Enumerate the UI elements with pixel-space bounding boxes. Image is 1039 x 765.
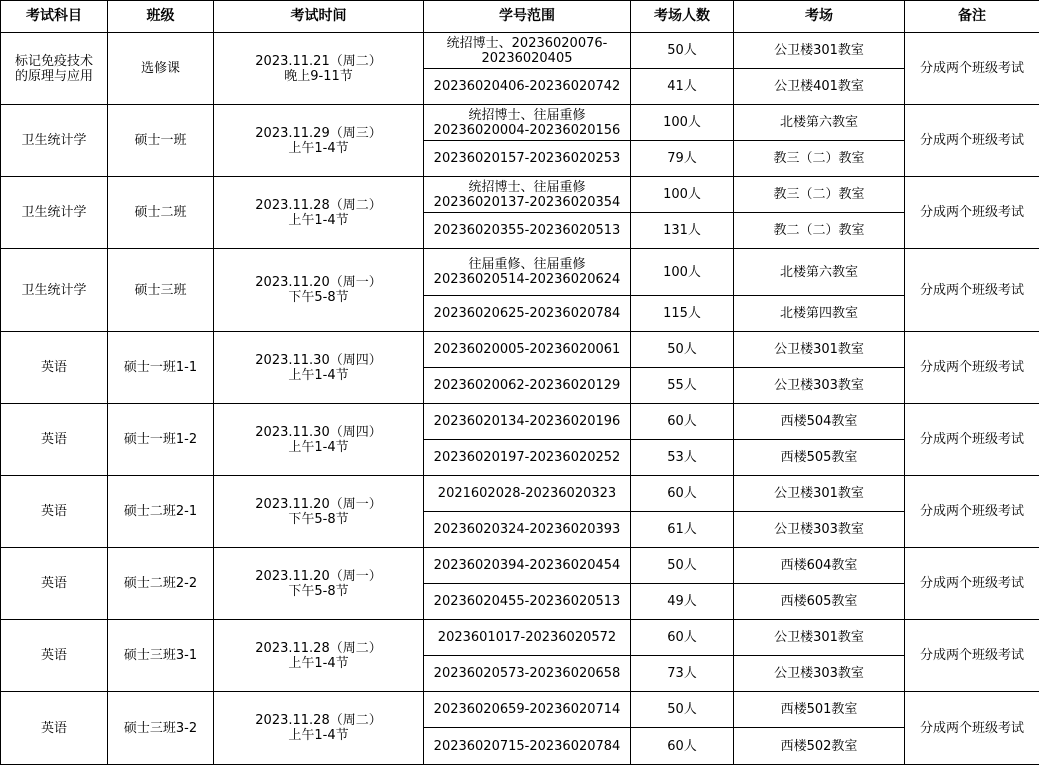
room-cell: 公卫楼401教室	[734, 69, 905, 105]
count-cell: 60人	[631, 404, 734, 440]
id-range-line: 20236020005-20236020061	[426, 342, 628, 357]
id-range-line: 20236020405	[426, 51, 628, 66]
class-cell: 硕士二班2-1	[108, 476, 214, 548]
id-range-cell	[424, 656, 631, 692]
id-range-cell	[424, 332, 631, 368]
class-cell: 硕士一班	[108, 105, 214, 177]
subject-cell	[1, 548, 108, 620]
id-range-cell	[424, 177, 631, 213]
exam-period: 上午1-4节	[216, 141, 421, 156]
exam-date: 2023.11.29（周三）	[216, 126, 421, 141]
header-exam-time: 考试时间	[214, 1, 424, 33]
id-range-cell	[424, 296, 631, 332]
exam-time-cell	[214, 404, 424, 476]
room-cell: 北楼第六教室	[734, 105, 905, 141]
remark-cell: 分成两个班级考试	[905, 620, 1039, 692]
table-row	[1, 249, 1039, 296]
header-room: 考场	[734, 1, 905, 33]
id-range-cell	[424, 141, 631, 177]
exam-date: 2023.11.28（周二）	[216, 641, 421, 656]
table-row	[1, 105, 1039, 141]
exam-time-cell	[214, 548, 424, 620]
count-cell: 73人	[631, 656, 734, 692]
id-range-line: 20236020715-20236020784	[426, 739, 628, 754]
count-cell: 50人	[631, 332, 734, 368]
count-cell: 79人	[631, 141, 734, 177]
subject-line: 的原理与应用	[3, 69, 105, 84]
subject-line: 英语	[3, 504, 105, 519]
exam-period: 下午5-8节	[216, 290, 421, 305]
id-range-cell	[424, 584, 631, 620]
count-cell: 61人	[631, 512, 734, 548]
room-cell: 西楼605教室	[734, 584, 905, 620]
subject-cell	[1, 692, 108, 765]
room-cell: 公卫楼301教室	[734, 476, 905, 512]
id-range-cell	[424, 728, 631, 765]
id-range-line: 20236020355-20236020513	[426, 223, 628, 238]
id-range-cell	[424, 512, 631, 548]
subject-cell	[1, 249, 108, 332]
room-cell: 教三（二）教室	[734, 141, 905, 177]
subject-line: 英语	[3, 360, 105, 375]
room-cell: 北楼第四教室	[734, 296, 905, 332]
room-cell: 西楼501教室	[734, 692, 905, 728]
count-cell: 100人	[631, 249, 734, 296]
id-range-line: 20236020406-20236020742	[426, 79, 628, 94]
id-range-line: 20236020197-20236020252	[426, 450, 628, 465]
exam-time-cell	[214, 692, 424, 765]
subject-cell	[1, 404, 108, 476]
table-row	[1, 404, 1039, 440]
header-count: 考场人数	[631, 1, 734, 33]
exam-time-cell	[214, 332, 424, 404]
room-cell: 公卫楼301教室	[734, 620, 905, 656]
room-cell: 西楼604教室	[734, 548, 905, 584]
id-range-cell	[424, 620, 631, 656]
exam-period: 晚上9-11节	[216, 69, 421, 84]
subject-cell	[1, 332, 108, 404]
count-cell: 60人	[631, 620, 734, 656]
header-id-range: 学号范围	[424, 1, 631, 33]
table-row	[1, 332, 1039, 368]
exam-period: 下午5-8节	[216, 584, 421, 599]
room-cell: 教二（二）教室	[734, 213, 905, 249]
exam-time-cell	[214, 249, 424, 332]
id-range-cell	[424, 692, 631, 728]
class-cell: 硕士三班3-1	[108, 620, 214, 692]
exam-date: 2023.11.20（周一）	[216, 497, 421, 512]
remark-cell: 分成两个班级考试	[905, 404, 1039, 476]
class-cell: 硕士三班	[108, 249, 214, 332]
table-row	[1, 177, 1039, 213]
count-cell: 131人	[631, 213, 734, 249]
subject-line: 卫生统计学	[3, 283, 105, 298]
count-cell: 50人	[631, 33, 734, 69]
exam-date: 2023.11.20（周一）	[216, 275, 421, 290]
subject-line: 英语	[3, 721, 105, 736]
remark-cell: 分成两个班级考试	[905, 105, 1039, 177]
room-cell: 公卫楼303教室	[734, 512, 905, 548]
exam-period: 上午1-4节	[216, 656, 421, 671]
exam-period: 上午1-4节	[216, 213, 421, 228]
exam-time-cell	[214, 33, 424, 105]
class-cell: 硕士一班1-2	[108, 404, 214, 476]
table-row	[1, 476, 1039, 512]
count-cell: 50人	[631, 548, 734, 584]
room-cell: 公卫楼303教室	[734, 368, 905, 404]
count-cell: 100人	[631, 177, 734, 213]
subject-line: 英语	[3, 648, 105, 663]
exam-time-cell	[214, 177, 424, 249]
remark-cell: 分成两个班级考试	[905, 332, 1039, 404]
count-cell: 100人	[631, 105, 734, 141]
exam-period: 上午1-4节	[216, 440, 421, 455]
room-cell: 西楼505教室	[734, 440, 905, 476]
exam-period: 上午1-4节	[216, 368, 421, 383]
table-row	[1, 33, 1039, 69]
exam-time-cell	[214, 105, 424, 177]
exam-time-cell	[214, 620, 424, 692]
subject-line: 卫生统计学	[3, 133, 105, 148]
id-range-line: 统招博士、往届重修	[426, 180, 628, 195]
subject-cell	[1, 620, 108, 692]
exam-date: 2023.11.28（周二）	[216, 198, 421, 213]
exam-date: 2023.11.28（周二）	[216, 713, 421, 728]
class-cell: 选修课	[108, 33, 214, 105]
room-cell: 西楼502教室	[734, 728, 905, 765]
id-range-line: 往届重修、往届重修	[426, 257, 628, 272]
table-row	[1, 620, 1039, 656]
class-cell: 硕士二班2-2	[108, 548, 214, 620]
subject-cell	[1, 33, 108, 105]
id-range-line: 20236020324-20236020393	[426, 522, 628, 537]
id-range-line: 20236020004-20236020156	[426, 123, 628, 138]
subject-line: 英语	[3, 432, 105, 447]
id-range-cell	[424, 476, 631, 512]
id-range-line: 20236020625-20236020784	[426, 306, 628, 321]
id-range-cell	[424, 404, 631, 440]
count-cell: 60人	[631, 476, 734, 512]
exam-date: 2023.11.20（周一）	[216, 569, 421, 584]
table-row	[1, 548, 1039, 584]
count-cell: 53人	[631, 440, 734, 476]
id-range-line: 统招博士、往届重修	[426, 108, 628, 123]
header-remark: 备注	[905, 1, 1039, 33]
room-cell: 北楼第六教室	[734, 249, 905, 296]
schedule-body	[1, 33, 1039, 765]
exam-period: 下午5-8节	[216, 512, 421, 527]
room-cell: 公卫楼301教室	[734, 332, 905, 368]
exam-date: 2023.11.30（周四）	[216, 425, 421, 440]
remark-cell: 分成两个班级考试	[905, 692, 1039, 765]
subject-cell	[1, 105, 108, 177]
subject-line: 卫生统计学	[3, 205, 105, 220]
id-range-cell	[424, 105, 631, 141]
id-range-line: 20236020134-20236020196	[426, 414, 628, 429]
count-cell: 115人	[631, 296, 734, 332]
id-range-line: 20236020137-20236020354	[426, 195, 628, 210]
room-cell: 西楼504教室	[734, 404, 905, 440]
id-range-cell	[424, 368, 631, 404]
exam-date: 2023.11.21（周二）	[216, 54, 421, 69]
id-range-line: 20236020455-20236020513	[426, 594, 628, 609]
id-range-line: 2023601017-20236020572	[426, 630, 628, 645]
subject-cell	[1, 177, 108, 249]
room-cell: 教三（二）教室	[734, 177, 905, 213]
class-cell: 硕士三班3-2	[108, 692, 214, 765]
id-range-line: 2021602028-20236020323	[426, 486, 628, 501]
remark-cell: 分成两个班级考试	[905, 548, 1039, 620]
class-cell: 硕士二班	[108, 177, 214, 249]
exam-time-cell	[214, 476, 424, 548]
id-range-line: 20236020394-20236020454	[426, 558, 628, 573]
exam-date: 2023.11.30（周四）	[216, 353, 421, 368]
remark-cell: 分成两个班级考试	[905, 249, 1039, 332]
id-range-line: 20236020573-20236020658	[426, 666, 628, 681]
subject-line: 英语	[3, 576, 105, 591]
room-cell: 公卫楼301教室	[734, 33, 905, 69]
id-range-line: 20236020062-20236020129	[426, 378, 628, 393]
id-range-line: 统招博士、20236020076-	[426, 36, 628, 51]
remark-cell: 分成两个班级考试	[905, 177, 1039, 249]
subject-cell	[1, 476, 108, 548]
id-range-cell	[424, 33, 631, 69]
count-cell: 50人	[631, 692, 734, 728]
id-range-cell	[424, 440, 631, 476]
id-range-cell	[424, 249, 631, 296]
header-row	[1, 1, 1039, 33]
id-range-line: 20236020514-20236020624	[426, 272, 628, 287]
subject-line: 标记免疫技术	[3, 54, 105, 69]
remark-cell: 分成两个班级考试	[905, 33, 1039, 105]
id-range-cell	[424, 69, 631, 105]
header-class: 班级	[108, 1, 214, 33]
header-subject: 考试科目	[1, 1, 108, 33]
id-range-cell	[424, 213, 631, 249]
id-range-cell	[424, 548, 631, 584]
class-cell: 硕士一班1-1	[108, 332, 214, 404]
remark-cell: 分成两个班级考试	[905, 476, 1039, 548]
count-cell: 60人	[631, 728, 734, 765]
id-range-line: 20236020157-20236020253	[426, 151, 628, 166]
count-cell: 55人	[631, 368, 734, 404]
exam-period: 上午1-4节	[216, 728, 421, 743]
room-cell: 公卫楼303教室	[734, 656, 905, 692]
count-cell: 49人	[631, 584, 734, 620]
table-row	[1, 692, 1039, 728]
count-cell: 41人	[631, 69, 734, 105]
id-range-line: 20236020659-20236020714	[426, 702, 628, 717]
